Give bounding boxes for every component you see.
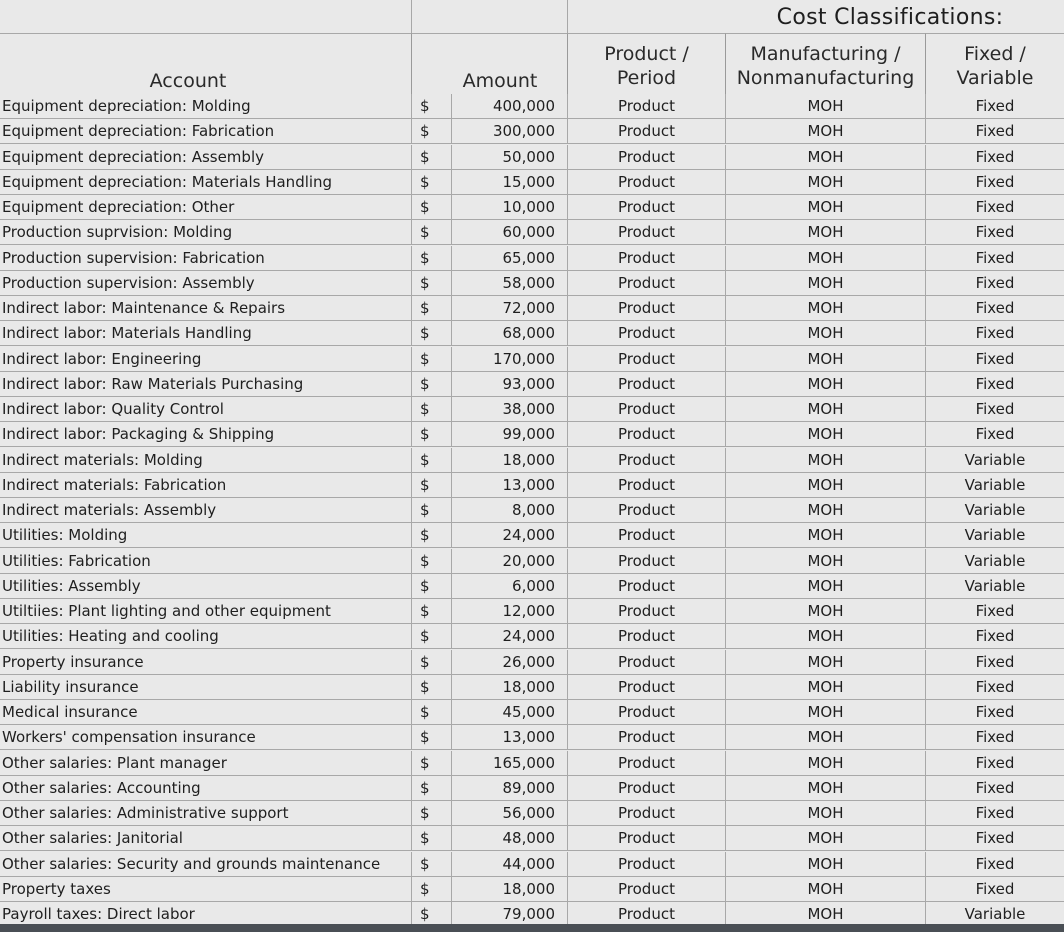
account-cell[interactable]: Indirect labor: Quality Control (0, 397, 412, 422)
fixed-variable-cell[interactable]: Fixed (975, 198, 1015, 216)
table-row (0, 877, 1064, 902)
table-row (0, 94, 1064, 119)
fixed-variable-cell[interactable]: Fixed (975, 753, 1015, 772)
account-cell[interactable]: Utiltiies: Plant lighting and other equipment (0, 599, 412, 624)
fixed-variable-cell[interactable]: Fixed (975, 400, 1015, 418)
product-period-cell[interactable]: Product (568, 599, 726, 624)
currency-cell[interactable]: $ (412, 119, 452, 144)
product-period-cell[interactable]: Product (568, 246, 726, 271)
table-row (0, 826, 1064, 851)
account-cell[interactable]: Other salaries: Plant manager (0, 751, 412, 776)
currency-cell[interactable]: $ (412, 498, 452, 523)
mfg-nonmfg-cell[interactable]: MOH (726, 170, 926, 195)
account-cell[interactable]: Equipment depreciation: Other (0, 195, 412, 220)
fixed-variable-cell[interactable]: Fixed (975, 728, 1015, 747)
product-period-cell[interactable]: Product (568, 145, 726, 170)
amount-cell[interactable]: 15,000 (452, 170, 568, 195)
account-cell[interactable]: Utilities: Heating and cooling (0, 624, 412, 649)
fixed-variable-cell[interactable]: Fixed (975, 829, 1015, 848)
account-cell[interactable]: Equipment depreciation: Assembly (0, 145, 412, 170)
mfg-nonmfg-cell[interactable]: MOH (726, 700, 926, 725)
header-fixed-variable-line2: Variable (956, 67, 1034, 89)
header-spacer-cell[interactable] (412, 0, 568, 33)
currency-cell[interactable]: $ (412, 549, 452, 574)
product-period-cell[interactable]: Product (568, 296, 726, 321)
product-period-cell[interactable]: Product (568, 826, 726, 851)
table-row (0, 599, 1064, 624)
mfg-nonmfg-cell[interactable]: MOH (726, 498, 926, 523)
product-period-cell[interactable]: Product (568, 220, 726, 245)
currency-cell[interactable]: $ (412, 852, 452, 877)
currency-cell[interactable]: $ (412, 650, 452, 675)
amount-cell[interactable]: 24,000 (452, 624, 568, 649)
amount-cell[interactable]: 18,000 (452, 448, 568, 473)
table-row (0, 549, 1064, 574)
account-cell[interactable]: Utilities: Fabrication (0, 549, 412, 574)
currency-cell[interactable]: $ (412, 624, 452, 649)
account-cell[interactable]: Other salaries: Security and grounds maintenance (0, 852, 412, 877)
fixed-variable-cell[interactable]: Fixed (975, 172, 1015, 191)
currency-cell[interactable]: $ (412, 675, 452, 700)
account-cell[interactable]: Property taxes (0, 877, 412, 902)
account-cell[interactable]: Indirect labor: Raw Materials Purchasing (0, 372, 412, 397)
amount-cell[interactable]: 89,000 (452, 776, 568, 801)
product-period-cell[interactable]: Product (568, 574, 726, 599)
table-row (0, 725, 1064, 750)
amount-cell[interactable]: 72,000 (452, 296, 568, 321)
amount-cell[interactable]: 44,000 (452, 852, 568, 877)
table-row (0, 498, 1064, 523)
account-cell[interactable]: Medical insurance (0, 700, 412, 725)
table-row (0, 624, 1064, 649)
table-row (0, 246, 1064, 271)
amount-cell[interactable]: 300,000 (452, 119, 568, 144)
mfg-nonmfg-cell[interactable]: MOH (726, 220, 926, 245)
product-period-cell[interactable]: Product (568, 725, 726, 750)
account-cell[interactable]: Utilities: Molding (0, 523, 412, 548)
amount-cell[interactable]: 58,000 (452, 271, 568, 296)
mfg-nonmfg-cell[interactable]: MOH (726, 246, 926, 271)
product-period-cell[interactable]: Product (568, 321, 726, 346)
currency-cell[interactable]: $ (412, 574, 452, 599)
mfg-nonmfg-cell[interactable]: MOH (726, 397, 926, 422)
account-cell[interactable]: Liability insurance (0, 675, 412, 700)
fixed-variable-cell[interactable]: Variable (964, 526, 1026, 545)
amount-cell[interactable]: 38,000 (452, 397, 568, 422)
table-row (0, 523, 1064, 548)
header-mfg-nonmfg-line2: Nonmanufacturing (736, 67, 915, 89)
product-period-cell[interactable]: Product (568, 473, 726, 498)
table-row (0, 751, 1064, 776)
currency-cell[interactable]: $ (412, 296, 452, 321)
mfg-nonmfg-cell[interactable]: MOH (726, 650, 926, 675)
account-cell[interactable]: Equipment depreciation: Molding (0, 94, 412, 119)
cost-classifications-title: Cost Classifications: (776, 5, 1004, 30)
account-cell[interactable]: Production supervision: Assembly (0, 271, 412, 296)
amount-cell[interactable]: 10,000 (452, 195, 568, 220)
amount-cell[interactable]: 12,000 (452, 599, 568, 624)
fixed-variable-cell[interactable]: Fixed (975, 97, 1015, 115)
table-row (0, 675, 1064, 700)
mfg-nonmfg-cell[interactable]: MOH (726, 145, 926, 170)
amount-cell[interactable]: 65,000 (452, 246, 568, 271)
product-period-cell[interactable]: Product (568, 902, 726, 927)
amount-cell[interactable]: 13,000 (452, 473, 568, 498)
mfg-nonmfg-cell[interactable]: MOH (726, 675, 926, 700)
table-row (0, 220, 1064, 245)
table-row (0, 145, 1064, 170)
currency-cell[interactable]: $ (412, 422, 452, 447)
mfg-nonmfg-cell[interactable]: MOH (726, 195, 926, 220)
fixed-variable-cell[interactable]: Fixed (975, 248, 1015, 267)
table-row (0, 119, 1064, 144)
account-cell[interactable]: Indirect labor: Materials Handling (0, 321, 412, 346)
currency-cell[interactable]: $ (412, 751, 452, 776)
fixed-variable-cell[interactable]: Fixed (975, 879, 1015, 898)
fixed-variable-cell[interactable]: Fixed (975, 374, 1015, 393)
currency-cell[interactable]: $ (412, 145, 452, 170)
header-spacer-cell[interactable] (0, 0, 412, 33)
account-cell[interactable]: Indirect materials: Assembly (0, 498, 412, 523)
mfg-nonmfg-cell[interactable]: MOH (726, 725, 926, 750)
fixed-variable-cell[interactable]: Variable (964, 905, 1026, 923)
fixed-variable-cell[interactable]: Fixed (975, 703, 1015, 721)
amount-cell[interactable]: 56,000 (452, 801, 568, 826)
mfg-nonmfg-cell[interactable]: MOH (726, 523, 926, 548)
currency-cell[interactable]: $ (412, 195, 452, 220)
product-period-cell[interactable]: Product (568, 347, 726, 372)
currency-cell[interactable]: $ (412, 246, 452, 271)
mfg-nonmfg-cell[interactable]: MOH (726, 448, 926, 473)
table-row (0, 473, 1064, 498)
amount-cell[interactable]: 8,000 (452, 498, 568, 523)
product-period-cell[interactable]: Product (568, 877, 726, 902)
mfg-nonmfg-cell[interactable]: MOH (726, 119, 926, 144)
product-period-cell[interactable]: Product (568, 523, 726, 548)
fixed-variable-cell[interactable]: Fixed (975, 324, 1015, 343)
product-period-cell[interactable]: Product (568, 624, 726, 649)
product-period-cell[interactable]: Product (568, 397, 726, 422)
account-cell[interactable]: Production suprvision: Molding (0, 220, 412, 245)
fixed-variable-cell[interactable]: Fixed (975, 854, 1015, 873)
currency-cell[interactable]: $ (412, 902, 452, 927)
header-product-period-line1: Product / (604, 43, 689, 65)
table-row (0, 296, 1064, 321)
amount-cell[interactable]: 165,000 (452, 751, 568, 776)
table-row (0, 347, 1064, 372)
amount-cell[interactable]: 50,000 (452, 145, 568, 170)
account-cell[interactable]: Other salaries: Accounting (0, 776, 412, 801)
mfg-nonmfg-cell[interactable]: MOH (726, 321, 926, 346)
mfg-nonmfg-cell[interactable]: MOH (726, 372, 926, 397)
header-mfg-nonmfg[interactable] (726, 33, 926, 95)
currency-cell[interactable]: $ (412, 877, 452, 902)
fixed-variable-cell[interactable]: Fixed (975, 778, 1015, 797)
fixed-variable-cell[interactable]: Variable (964, 475, 1026, 494)
table-row (0, 801, 1064, 826)
amount-cell[interactable]: 18,000 (452, 877, 568, 902)
amount-cell[interactable]: 170,000 (452, 347, 568, 372)
amount-cell[interactable]: 400,000 (452, 94, 568, 119)
product-period-cell[interactable]: Product (568, 675, 726, 700)
currency-cell[interactable]: $ (412, 801, 452, 826)
product-period-cell[interactable]: Product (568, 119, 726, 144)
mfg-nonmfg-cell[interactable]: MOH (726, 852, 926, 877)
fixed-variable-cell[interactable]: Fixed (975, 349, 1015, 368)
amount-cell[interactable]: 24,000 (452, 523, 568, 548)
mfg-nonmfg-cell[interactable]: MOH (726, 549, 926, 574)
amount-cell[interactable]: 93,000 (452, 372, 568, 397)
account-cell[interactable]: Other salaries: Administrative support (0, 801, 412, 826)
currency-cell[interactable]: $ (412, 473, 452, 498)
header-fixed-variable[interactable] (926, 33, 1064, 95)
product-period-cell[interactable]: Product (568, 700, 726, 725)
table-row (0, 422, 1064, 447)
product-period-cell[interactable]: Product (568, 271, 726, 296)
table-row (0, 700, 1064, 725)
mfg-nonmfg-cell[interactable]: MOH (726, 94, 926, 119)
product-period-cell[interactable]: Product (568, 422, 726, 447)
bottom-edge (0, 924, 1064, 932)
account-cell[interactable]: Indirect materials: Fabrication (0, 473, 412, 498)
currency-cell[interactable]: $ (412, 372, 452, 397)
table-row (0, 397, 1064, 422)
table-row (0, 271, 1064, 296)
product-period-cell[interactable]: Product (568, 498, 726, 523)
product-period-cell[interactable]: Product (568, 650, 726, 675)
mfg-nonmfg-cell[interactable]: MOH (726, 776, 926, 801)
mfg-nonmfg-cell[interactable]: MOH (726, 801, 926, 826)
fixed-variable-cell[interactable]: Variable (964, 576, 1026, 595)
table-row (0, 321, 1064, 346)
product-period-cell[interactable]: Product (568, 776, 726, 801)
account-cell[interactable]: Indirect labor: Packaging & Shipping (0, 422, 412, 447)
amount-cell[interactable]: 20,000 (452, 549, 568, 574)
account-cell[interactable]: Payroll taxes: Direct labor (0, 902, 412, 927)
header-account-label: Account (149, 70, 227, 92)
account-cell[interactable]: Equipment depreciation: Materials Handling (0, 170, 412, 195)
table-row (0, 170, 1064, 195)
fixed-variable-cell[interactable]: Fixed (975, 425, 1015, 444)
currency-cell[interactable]: $ (412, 700, 452, 725)
amount-cell[interactable]: 26,000 (452, 650, 568, 675)
table-row (0, 195, 1064, 220)
table-row (0, 776, 1064, 801)
fixed-variable-cell[interactable]: Fixed (975, 299, 1015, 317)
fixed-variable-cell[interactable]: Variable (964, 501, 1026, 519)
header-amount-label: Amount (462, 70, 538, 92)
fixed-variable-cell[interactable]: Fixed (975, 223, 1015, 242)
mfg-nonmfg-cell[interactable]: MOH (726, 271, 926, 296)
fixed-variable-cell[interactable]: Fixed (975, 627, 1015, 646)
amount-cell[interactable]: 18,000 (452, 675, 568, 700)
fixed-variable-cell[interactable]: Fixed (975, 122, 1015, 141)
product-period-cell[interactable]: Product (568, 372, 726, 397)
currency-cell[interactable]: $ (412, 776, 452, 801)
currency-cell[interactable]: $ (412, 397, 452, 422)
mfg-nonmfg-cell[interactable]: MOH (726, 902, 926, 927)
mfg-nonmfg-cell[interactable]: MOH (726, 826, 926, 851)
fixed-variable-cell[interactable]: Fixed (975, 804, 1015, 822)
mfg-nonmfg-cell[interactable]: MOH (726, 296, 926, 321)
mfg-nonmfg-cell[interactable]: MOH (726, 751, 926, 776)
currency-cell[interactable]: $ (412, 599, 452, 624)
product-period-cell[interactable]: Product (568, 94, 726, 119)
table-row (0, 574, 1064, 599)
fixed-variable-cell[interactable]: Variable (964, 551, 1026, 570)
product-period-cell[interactable]: Product (568, 448, 726, 473)
account-cell[interactable]: Indirect labor: Maintenance & Repairs (0, 296, 412, 321)
table-row (0, 650, 1064, 675)
product-period-cell[interactable]: Product (568, 801, 726, 826)
table-row (0, 448, 1064, 473)
header-fixed-variable-line1: Fixed / (964, 43, 1026, 65)
mfg-nonmfg-cell[interactable]: MOH (726, 599, 926, 624)
header-product-period-line2: Period (616, 67, 677, 89)
currency-cell[interactable]: $ (412, 448, 452, 473)
product-period-cell[interactable]: Product (568, 195, 726, 220)
mfg-nonmfg-cell[interactable]: MOH (726, 624, 926, 649)
mfg-nonmfg-cell[interactable]: MOH (726, 422, 926, 447)
amount-cell[interactable]: 79,000 (452, 902, 568, 927)
table-row (0, 372, 1064, 397)
header-mfg-nonmfg-line1: Manufacturing / (750, 43, 901, 65)
table-row (0, 852, 1064, 877)
amount-cell[interactable]: 6,000 (452, 574, 568, 599)
fixed-variable-cell[interactable]: Fixed (975, 147, 1015, 166)
product-period-cell[interactable]: Product (568, 170, 726, 195)
product-period-cell[interactable]: Product (568, 751, 726, 776)
amount-cell[interactable]: 68,000 (452, 321, 568, 346)
account-cell[interactable]: Workers' compensation insurance (0, 725, 412, 750)
amount-cell[interactable]: 13,000 (452, 725, 568, 750)
product-period-cell[interactable]: Product (568, 549, 726, 574)
fixed-variable-cell[interactable]: Fixed (975, 602, 1015, 620)
account-cell[interactable]: Other salaries: Janitorial (0, 826, 412, 851)
amount-cell[interactable]: 45,000 (452, 700, 568, 725)
account-cell[interactable]: Production supervision: Fabrication (0, 246, 412, 271)
mfg-nonmfg-cell[interactable]: MOH (726, 574, 926, 599)
header-account[interactable] (0, 33, 412, 95)
header-product-period[interactable] (568, 33, 726, 95)
currency-cell[interactable]: $ (412, 94, 452, 119)
account-cell[interactable]: Indirect materials: Molding (0, 448, 412, 473)
mfg-nonmfg-cell[interactable]: MOH (726, 877, 926, 902)
product-period-cell[interactable]: Product (568, 852, 726, 877)
currency-cell[interactable]: $ (412, 321, 452, 346)
amount-cell[interactable]: 48,000 (452, 826, 568, 851)
amount-cell[interactable]: 99,000 (452, 422, 568, 447)
currency-cell[interactable]: $ (412, 523, 452, 548)
fixed-variable-cell[interactable]: Variable (964, 450, 1026, 469)
header-amount[interactable] (412, 33, 568, 95)
fixed-variable-cell[interactable]: Fixed (975, 273, 1015, 292)
account-cell[interactable]: Utilities: Assembly (0, 574, 412, 599)
mfg-nonmfg-cell[interactable]: MOH (726, 347, 926, 372)
currency-cell[interactable]: $ (412, 170, 452, 195)
account-cell[interactable]: Equipment depreciation: Fabrication (0, 119, 412, 144)
currency-cell[interactable]: $ (412, 220, 452, 245)
mfg-nonmfg-cell[interactable]: MOH (726, 473, 926, 498)
currency-cell[interactable]: $ (412, 347, 452, 372)
currency-cell[interactable]: $ (412, 271, 452, 296)
amount-cell[interactable]: 60,000 (452, 220, 568, 245)
fixed-variable-cell[interactable]: Fixed (975, 677, 1015, 696)
account-cell[interactable]: Indirect labor: Engineering (0, 347, 412, 372)
currency-cell[interactable]: $ (412, 826, 452, 851)
account-cell[interactable]: Property insurance (0, 650, 412, 675)
currency-cell[interactable]: $ (412, 725, 452, 750)
fixed-variable-cell[interactable]: Fixed (975, 652, 1015, 671)
